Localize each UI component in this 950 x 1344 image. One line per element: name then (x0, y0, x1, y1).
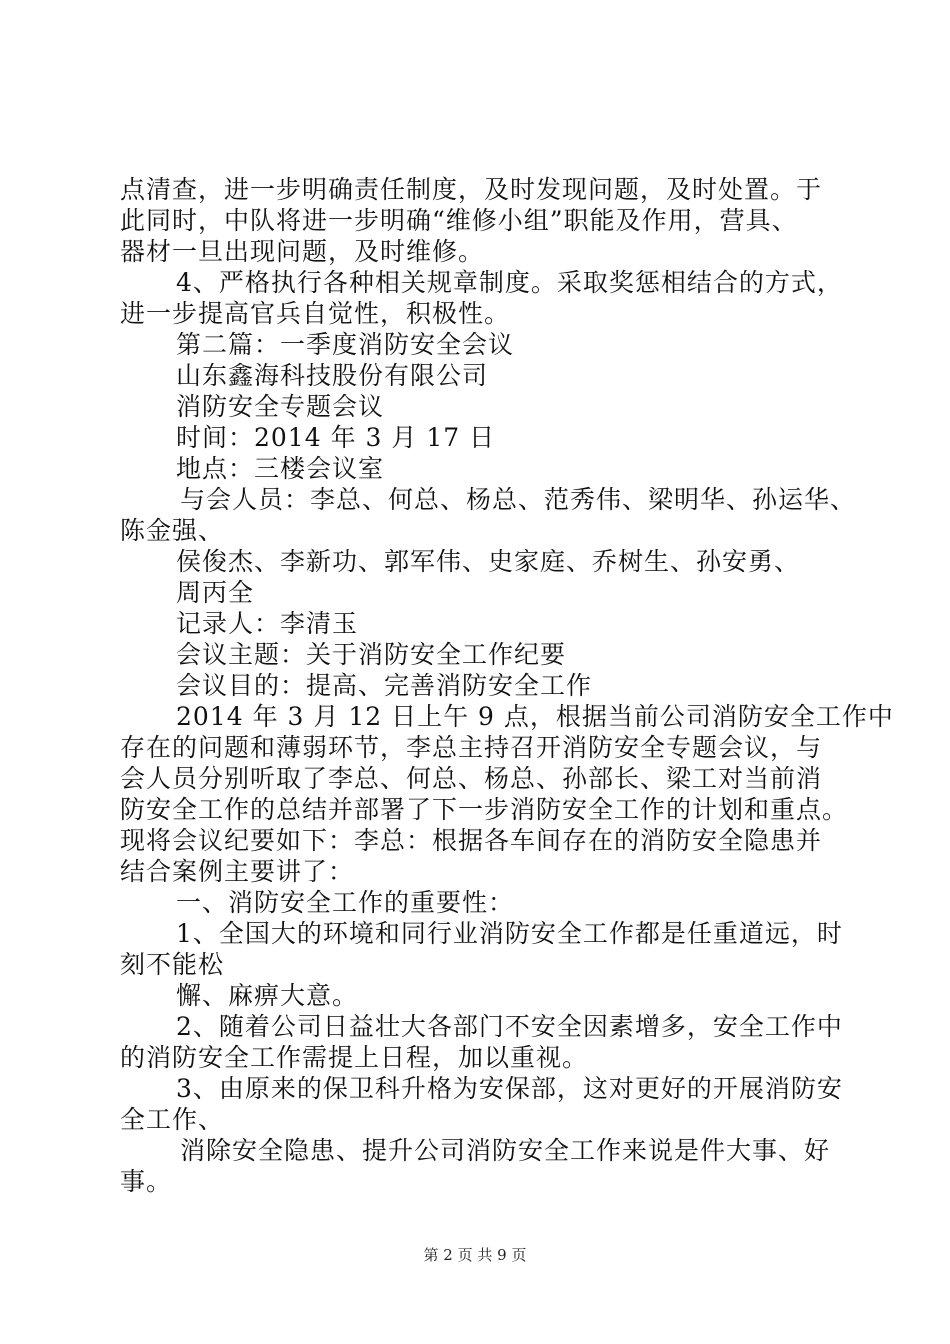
text-line: 消除安全隐患、提升公司消防安全工作来说是件大事、好 (180, 1136, 831, 1165)
text-line: 3、由原来的保卫科升格为安保部，这对更好的开展消防安 (176, 1074, 843, 1103)
text-line: 2014 年 3 月 12 日上午 9 点，根据当前公司消防安全工作中 (176, 702, 894, 731)
text-line: 2、随着公司日益壮大各部门不安全因素增多，安全工作中 (176, 1012, 843, 1041)
attendees-line: 侯俊杰、李新功、郭军伟、史家庭、乔树生、孙安勇、 (176, 547, 801, 576)
text-line: 1、全国大的环境和同行业消防安全工作都是任重道远，时 (176, 919, 843, 948)
attendees-line: 周丙全 (176, 578, 255, 607)
text-line: 4、严格执行各种相关规章制度。采取奖惩相结合的方式， (176, 268, 843, 297)
text-line: 全工作、 (120, 1105, 225, 1134)
attendees-line: 陈金强、 (120, 516, 225, 545)
text-line: 此同时，中队将进一步明确“维修小组”职能及作用，营具、 (120, 206, 798, 235)
text-line: 会人员分别听取了李总、何总、杨总、孙部长、梁工对当前消 (120, 764, 823, 793)
page-footer: 第 2 页 共 9 页 (423, 1246, 527, 1264)
text-line: 现将会议纪要如下：李总：根据各车间存在的消防安全隐患并 (120, 826, 823, 855)
text-line: 事。 (120, 1167, 173, 1196)
text-line: 存在的问题和薄弱环节，李总主持召开消防安全专题会议，与 (120, 733, 823, 762)
attendees-line: 与会人员：李总、何总、杨总、范秀伟、梁明华、孙运华、 (180, 485, 857, 514)
meeting-purpose: 会议目的：提高、完善消防安全工作 (176, 671, 593, 700)
text-line: 防安全工作的总结并部署了下一步消防安全工作的计划和重点。 (120, 795, 849, 824)
meeting-topic: 会议主题：关于消防安全工作纪要 (176, 640, 567, 669)
text-line: 点清查，进一步明确责任制度，及时发现问题，及时处置。于 (120, 175, 823, 204)
section-heading: 第二篇：一季度消防安全会议 (176, 330, 515, 359)
meeting-time: 时间：2014 年 3 月 17 日 (176, 423, 496, 452)
recorder-line: 记录人：李清玉 (176, 609, 359, 638)
text-line: 器材一旦出现问题，及时维修。 (120, 237, 485, 266)
text-line: 的消防安全工作需提上日程，加以重视。 (120, 1043, 589, 1072)
meeting-location: 地点：三楼会议室 (176, 454, 385, 483)
text-line: 结合案例主要讲了： (120, 857, 355, 886)
subsection-heading: 一、消防安全工作的重要性： (176, 888, 515, 917)
text-line: 懈、麻痹大意。 (176, 981, 359, 1010)
meeting-title: 消防安全专题会议 (176, 392, 385, 421)
text-line: 刻不能松 (120, 950, 225, 979)
company-name: 山东鑫海科技股份有限公司 (176, 361, 489, 390)
text-line: 进一步提高官兵自觉性，积极性。 (120, 299, 511, 328)
